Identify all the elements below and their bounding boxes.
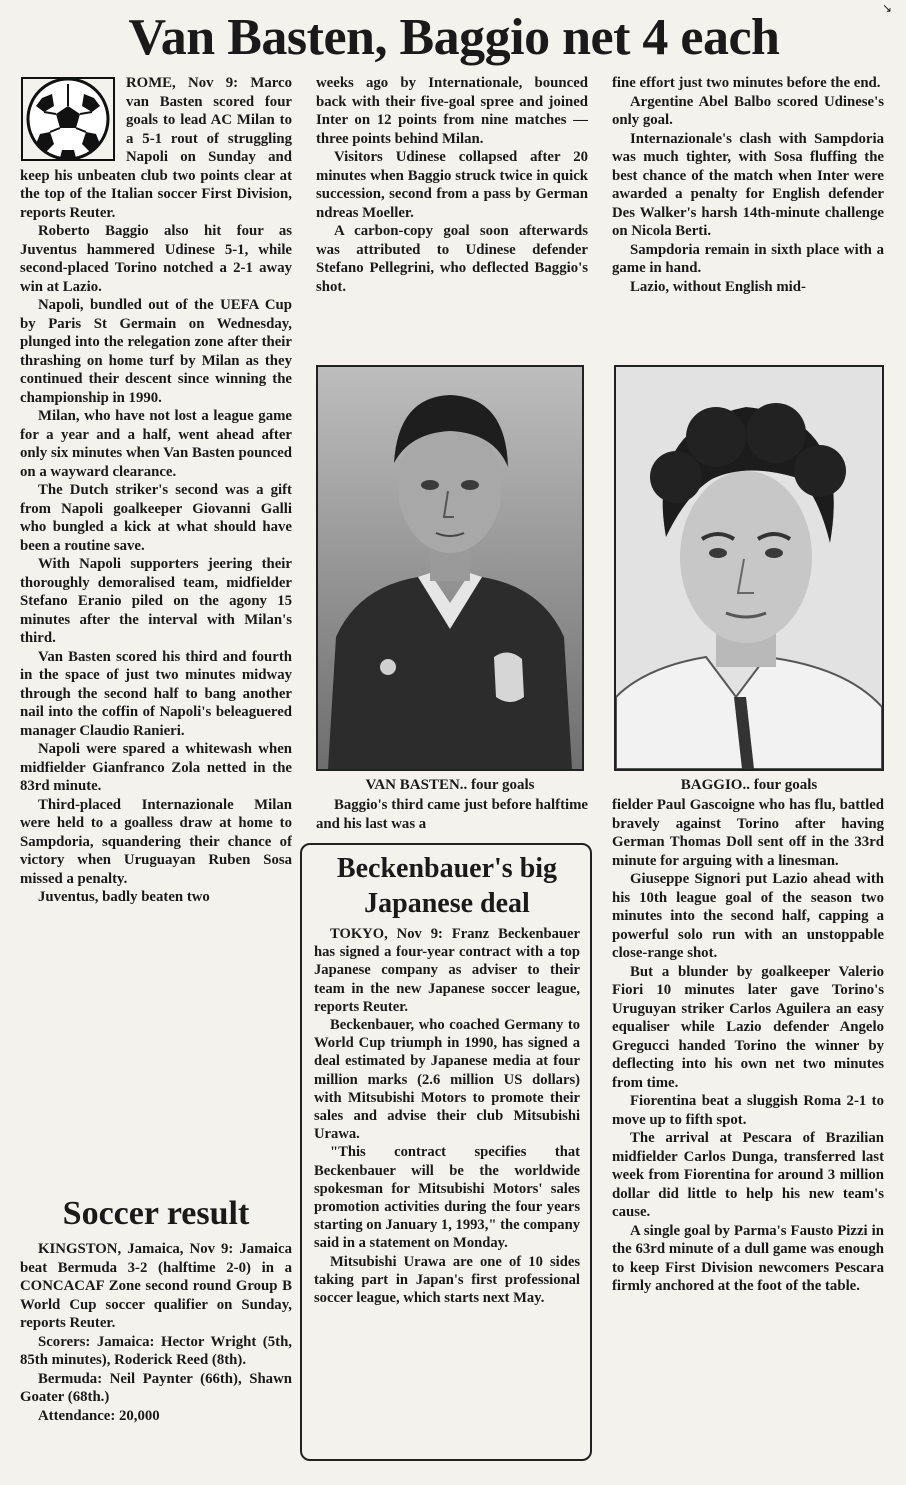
story-column-2 (316, 74, 588, 364)
story-paragraph: With Napoli supporters jeering their thoroughly demoralised team, midfielder Stefano Eranio piled on the agony 15 minutes after the interval with Milan's third. (20, 556, 292, 646)
sidebar-text (314, 925, 580, 1307)
story-paragraph: Giuseppe Signori put Lazio ahead with his 10th league goal of the season two minutes into the second half, capping a powerful solo run with an unstoppable close-range shot. (612, 871, 884, 961)
story-paragraph: Milan, who have not lost a league game for a year and a half, went ahead after only six minutes when Van Basten pounced on a wayward clearance. (20, 408, 292, 480)
baggio-photo (614, 365, 884, 771)
soccer-result-paragraph: Bermuda: Neil Paynter (66th), Shawn Goater (68th.) (20, 1370, 292, 1405)
story-paragraph: Sampdoria remain in sixth place with a game in hand. (612, 241, 884, 276)
story-paragraph: Napoli were spared a whitewash when midfielder Gianfranco Zola netted in the 83rd minute. (20, 741, 292, 794)
story-paragraph: Visitors Udinese collapsed after 20 minutes when Baggio struck twice in quick succession, second from a pass by German ndreas Moeller. (316, 149, 588, 221)
story-column-1 (20, 74, 292, 1184)
soccer-ball-icon (20, 76, 116, 162)
story-paragraph: Lazio, without English mid- (630, 278, 806, 295)
story-column-3 (612, 74, 884, 364)
story-paragraph: weeks ago by Internationale, bounced back with their five-goal spree and joined Inter on 12 points from nine matches — three points behind Milan. (316, 75, 588, 147)
sidebar-paragraph: Mitsubishi Urawa are one of 10 sides taking part in Japan's first professional soccer league, which starts next May. (314, 1253, 580, 1307)
story-paragraph: Internazionale's clash with Sampdoria was much tighter, with Sosa fluffing the best chance of the match when Inter were awarded a penalty for English defender Des Walker's harsh 14th-minute challenge on Nicola Berti. (612, 130, 884, 239)
soccer-result-paragraph: KINGSTON, Jamaica, Nov 9: Jamaica beat Bermuda 3-2 (halftime 2-0) in a CONCACAF Zone second round Group B World Cup soccer qualifier on Sunday, reports Reuter. (20, 1241, 292, 1331)
story-dateline: ROME, Nov 9: (126, 75, 239, 91)
story-column-2-continued (316, 796, 588, 840)
soccer-result-paragraph: Attendance: 20,000 (38, 1407, 160, 1424)
story-column-3-continued (612, 796, 884, 1472)
sidebar-paragraph: TOKYO, Nov 9: Franz Beckenbauer has signed a four-year contract with a top Japanese company as adviser to their team in the new Japanese soccer league, reports Reuter. (314, 926, 580, 1015)
sidebar-dateline: TOKYO, Nov 9: (330, 926, 443, 942)
story-paragraph: Roberto Baggio also hit four as Juventus hammered Udinese 5-1, while second-placed Torino notched a 2-1 away win at Lazio. (20, 223, 292, 295)
story-paragraph: A carbon-copy goal soon afterwards was attributed to Udinese defender Stefano Pellegrini, who deflected Baggio's shot. (316, 223, 588, 295)
story-paragraph: The Dutch striker's second was a gift from Napoli goalkeeper Giovanni Galli who bungled a kick at what should have been a routine save. (20, 482, 292, 554)
story-paragraph: fielder Paul Gascoigne who has flu, battled bravely against Torino after having German Thomas Doll sent off in the 33rd minute for arguing with a linesman. (612, 797, 884, 869)
soccer-result-paragraph: Scorers: Jamaica: Hector Wright (5th, 85th minutes), Roderick Reed (8th). (20, 1333, 292, 1368)
story-paragraph: Argentine Abel Balbo scored Udinese's only goal. (612, 93, 884, 128)
sidebar-headline: Beckenbauer's big Japanese deal (336, 853, 558, 919)
story-paragraph: Baggio's third came just before halftime and his last was a (316, 797, 588, 832)
story-paragraph: Napoli, bundled out of the UEFA Cup by Paris St Germain on Wednesday, plunged into the relegation zone after their thrashing on home turf by Milan as they continued their descent since winning the championship in 1990. (20, 297, 292, 406)
soccer-result-story (20, 1240, 292, 1470)
story-paragraph: ROME, Nov 9: Marco van Basten scored four goals to lead AC Milan to a 5-1 rout of struggling Napoli on Sunday and keep his unbeaten club two points clear at the top of the Italian soccer First Division, reports Reuter. (20, 75, 292, 221)
story-paragraph: Juventus, badly beaten two (38, 889, 210, 905)
story-paragraph: Van Basten scored his third and fourth in the space of just two minutes midway through the second half to bang another nail into the coffin of Napoli's beleaguered manager Claudio Ranieri. (20, 648, 292, 739)
van-basten-photo (316, 365, 584, 771)
soccer-result-headline: Soccer result (62, 1195, 250, 1232)
soccer-result-dateline: KINGSTON, Jamaica, Nov 9: (38, 1241, 234, 1257)
sidebar-paragraph: "This contract specifies that Beckenbauer will be the worldwide spokesman for Mitsubishi Motors' sales promotion activities during the four years starting on January 1, 1993," the company said in a statement on Monday. (314, 1144, 580, 1252)
story-paragraph: A single goal by Parma's Fausto Pizzi in the 63rd minute of a dull game was enough to keep First Division newcomers Pescara firmly anchored at the foot of the table. (612, 1222, 884, 1294)
baggio-caption: BAGGIO.. four goals (680, 777, 818, 793)
sidebar-paragraph: Beckenbauer, who coached Germany to World Cup triumph in 1990, has signed a deal estimated by Japanese media at four million marks (2.6 million US dollars) with Mitsubishi Motors to promote their sales and advise their club Mitsubishi Urawa. (314, 1017, 580, 1143)
corner-mark: ↘ (882, 1, 893, 15)
main-headline: Van Basten, Baggio net 4 each (128, 9, 780, 66)
van-basten-caption: VAN BASTEN.. four goals (365, 777, 535, 793)
story-paragraph: But a blunder by goalkeeper Valerio Fiori 10 minutes later gave Torino's Uruguyan striker Carlos Aguilera an easy equaliser while Lazio defender Angelo Gregucci handed Torino the winner by deflecting into his own net two minutes from time. (612, 963, 884, 1091)
beckenbauer-sidebar-box (300, 843, 592, 1461)
story-paragraph: Fiorentina beat a sluggish Roma 2-1 to move up to fifth spot. (612, 1093, 884, 1128)
story-paragraph: The arrival at Pescara of Brazilian midfielder Carlos Dunga, transferred last week from Fiorentina for around 3 million dollar did little to help his new team's cause. (612, 1130, 884, 1220)
story-paragraph: fine effort just two minutes before the end. (612, 75, 881, 91)
story-paragraph: Third-placed Internazionale Milan were held to a goalless draw at home to Sampdoria, squandering their chance of victory when Uruguayan Ruben Sosa missed a penalty. (20, 796, 292, 887)
